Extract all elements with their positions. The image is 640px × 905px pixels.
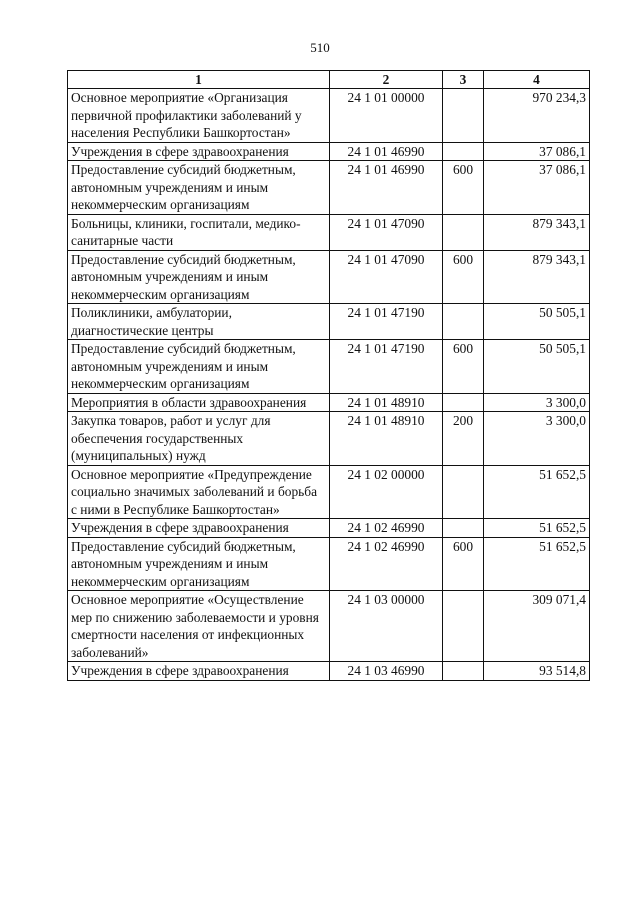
row-code: 24 1 01 48910 [330,393,443,412]
page-number: 510 [310,40,330,55]
row-type [443,591,484,662]
row-amount: 3 300,0 [484,393,590,412]
row-code: 24 1 02 00000 [330,465,443,519]
header-col-3: 3 [443,71,484,89]
table-row [68,591,590,662]
row-name: Основное мероприятие «Осуществление мер по снижению заболеваемости и уровня смертности населения от инфекционных заболеваний» [68,591,330,662]
budget-table [67,70,590,681]
row-name: Предоставление субсидий бюджетным, автономным учреждениям и иным некоммерческим организациям [68,340,330,394]
row-type [443,304,484,340]
table-row [68,161,590,215]
header-col-1: 1 [68,71,330,89]
row-code: 24 1 01 47090 [330,214,443,250]
row-name: Основное мероприятие «Предупреждение социально значимых заболеваний и борьба с ними в Республике Башкортостан» [68,465,330,519]
table-header-row [68,71,590,89]
table-row [68,89,590,143]
table-row [68,304,590,340]
row-amount: 3 300,0 [484,412,590,466]
row-type [443,89,484,143]
row-amount: 51 652,5 [484,465,590,519]
row-amount: 50 505,1 [484,340,590,394]
row-code: 24 1 03 00000 [330,591,443,662]
row-name: Предоставление субсидий бюджетным, автономным учреждениям и иным некоммерческим организациям [68,250,330,304]
row-name: Учреждения в сфере здравоохранения [68,519,330,538]
row-code: 24 1 01 46990 [330,161,443,215]
row-type: 200 [443,412,484,466]
table-row [68,340,590,394]
row-name: Больницы, клиники, госпитали, медико-санитарные части [68,214,330,250]
row-name: Мероприятия в области здравоохранения [68,393,330,412]
row-amount: 50 505,1 [484,304,590,340]
header-col-2: 2 [330,71,443,89]
table-row [68,662,590,681]
row-name: Закупка товаров, работ и услуг для обеспечения государственных (муниципальных) нужд [68,412,330,466]
row-amount: 51 652,5 [484,537,590,591]
row-code: 24 1 02 46990 [330,537,443,591]
row-amount: 37 086,1 [484,161,590,215]
row-type [443,465,484,519]
row-code: 24 1 03 46990 [330,662,443,681]
row-name: Предоставление субсидий бюджетным, автономным учреждениям и иным некоммерческим организациям [68,161,330,215]
table-row [68,393,590,412]
row-code: 24 1 02 46990 [330,519,443,538]
table-row [68,412,590,466]
row-code: 24 1 01 46990 [330,142,443,161]
row-type: 600 [443,250,484,304]
row-type: 600 [443,537,484,591]
table-row [68,214,590,250]
row-code: 24 1 01 47090 [330,250,443,304]
row-code: 24 1 01 48910 [330,412,443,466]
header-col-4: 4 [484,71,590,89]
row-amount: 51 652,5 [484,519,590,538]
row-code: 24 1 01 47190 [330,340,443,394]
table-row [68,465,590,519]
table-row [68,537,590,591]
row-type [443,142,484,161]
row-amount: 309 071,4 [484,591,590,662]
row-amount: 879 343,1 [484,250,590,304]
row-type [443,214,484,250]
row-type [443,662,484,681]
row-type [443,393,484,412]
row-type: 600 [443,161,484,215]
row-code: 24 1 01 47190 [330,304,443,340]
row-type: 600 [443,340,484,394]
table-body [68,89,590,681]
row-type [443,519,484,538]
row-name: Учреждения в сфере здравоохранения [68,662,330,681]
table-row [68,519,590,538]
row-amount: 93 514,8 [484,662,590,681]
row-name: Предоставление субсидий бюджетным, автономным учреждениям и иным некоммерческим организациям [68,537,330,591]
row-code: 24 1 01 00000 [330,89,443,143]
row-name: Поликлиники, амбулатории, диагностические центры [68,304,330,340]
table-row [68,250,590,304]
row-name: Учреждения в сфере здравоохранения [68,142,330,161]
table-row [68,142,590,161]
row-name: Основное мероприятие «Организация первичной профилактики заболеваний у населения Республики Башкортостан» [68,89,330,143]
row-amount: 37 086,1 [484,142,590,161]
row-amount: 879 343,1 [484,214,590,250]
row-amount: 970 234,3 [484,89,590,143]
